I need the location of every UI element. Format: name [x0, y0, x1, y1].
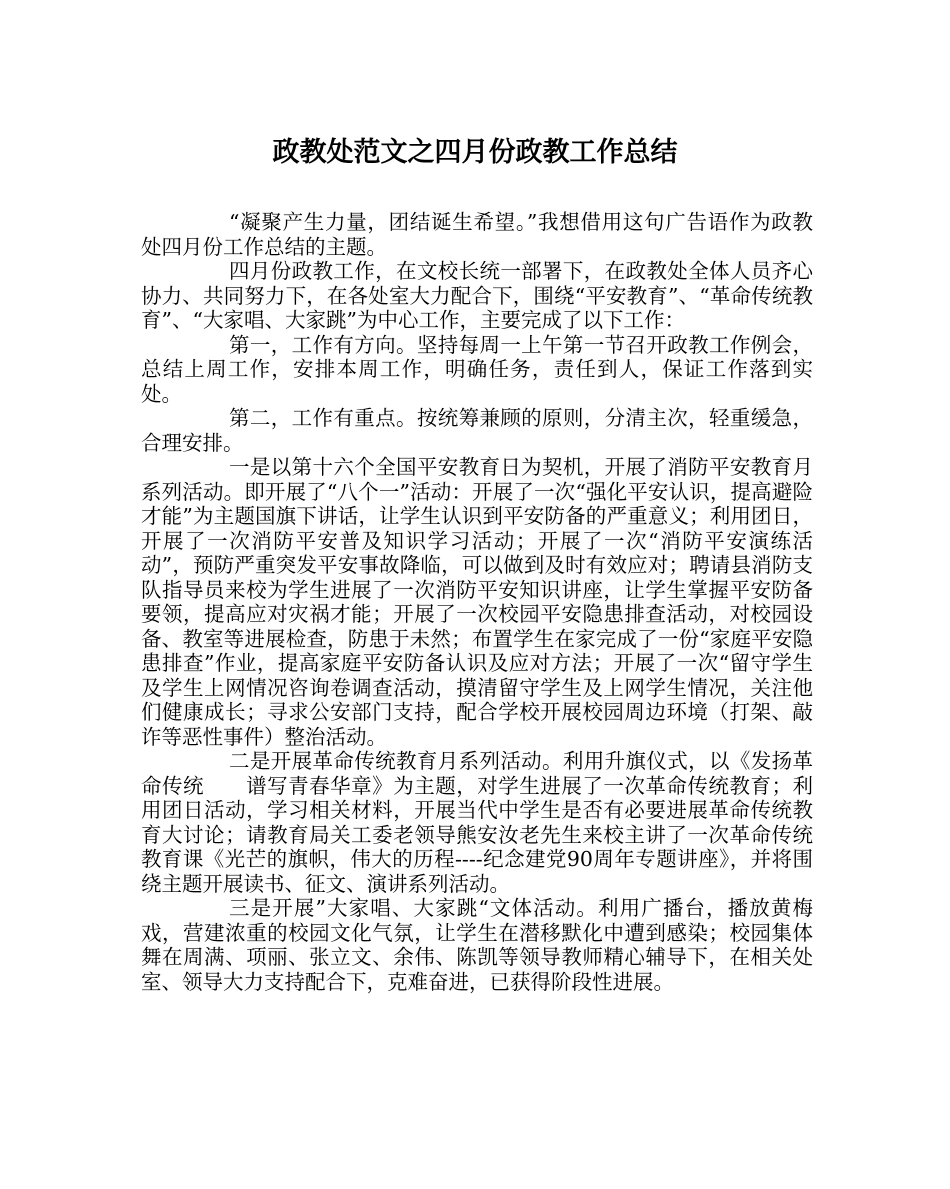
paragraph-overview: 四月份政教工作，在文校长统一部署下，在政教处全体人员齐心协力、共同努力下，在各处室大力配合下，围绕“平安教育”、“革命传统教育”、“大家唱、大家跳”为中心工作，主要完成了以下工作： — [141, 259, 813, 332]
paragraph-revolutionary-tradition: 二是开展革命传统教育月系列活动。利用升旗仪式，以《发扬革命传统 谱写青春华章》为主题，对学生进展了一次革命传统教育；利用团日活动，学习相关材料，开展当代中学生是否有必要进展革命传统教育大讨论；请教育局关工委老领导熊安汝老先生来校主讲了一次革命传统教育课《光芒的旗帜，伟大的历程----纪念建党90周年专题讲座》，并将围绕主题开展读书、征文、演讲系列活动。 — [141, 749, 813, 896]
paragraph-theme: “凝聚产生力量，团结诞生希望。”我想借用这句广告语作为政教处四月份工作总结的主题。 — [141, 210, 813, 259]
paragraph-safety-education: 一是以第十六个全国平安教育日为契机，开展了消防平安教育月系列活动。即开展了“八个一”活动：开展了一次“强化平安认识，提高避险才能”为主题国旗下讲话，让学生认识到平安防备的严重意义；利用团日，开展了一次消防平安普及知识学习活动；开展了一次“消防平安演练活动”，预防严重突发平安事故降临，可以做到及时有效应对；聘请县消防支队指导员来校为学生进展了一次消防平安知识讲座，让学生掌握平安防备要领，提高应对灾祸才能；开展了一次校园平安隐患排查活动，对校园设备、教室等进展检查，防患于未然；布置学生在家完成了一份“家庭平安隐患排查”作业，提高家庭平安防备认识及应对方法；开展了一次“留守学生及学生上网情况咨询卷调查活动，摸清留守学生及上网学生情况，关注他们健康成长；寻求公安部门支持，配合学校开展校园周边环境（打架、敲诈等恶性事件）整治活动。 — [141, 455, 813, 749]
document-title: 政教处范文之四月份政教工作总结 — [272, 137, 678, 168]
paragraph-cultural-activities: 三是开展”大家唱、大家跳“文体活动。利用广播台，播放黄梅戏，营建浓重的校园文化气氛，让学生在潜移默化中遭到感染；校园集体舞在周满、项丽、张立文、余伟、陈凯等领导教师精心辅导下，在相关处室、领导大力支持配合下，克难奋进，已获得阶段性进展。 — [141, 896, 813, 994]
document-body — [141, 210, 813, 994]
paragraph-first-direction: 第一，工作有方向。坚持每周一上午第一节召开政教工作例会，总结上周工作，安排本周工作，明确任务，责任到人，保证工作落到实处。 — [141, 332, 813, 406]
paragraph-second-focus: 第二，工作有重点。按统筹兼顾的原则，分清主次，轻重缓急，合理安排。 — [141, 406, 813, 455]
